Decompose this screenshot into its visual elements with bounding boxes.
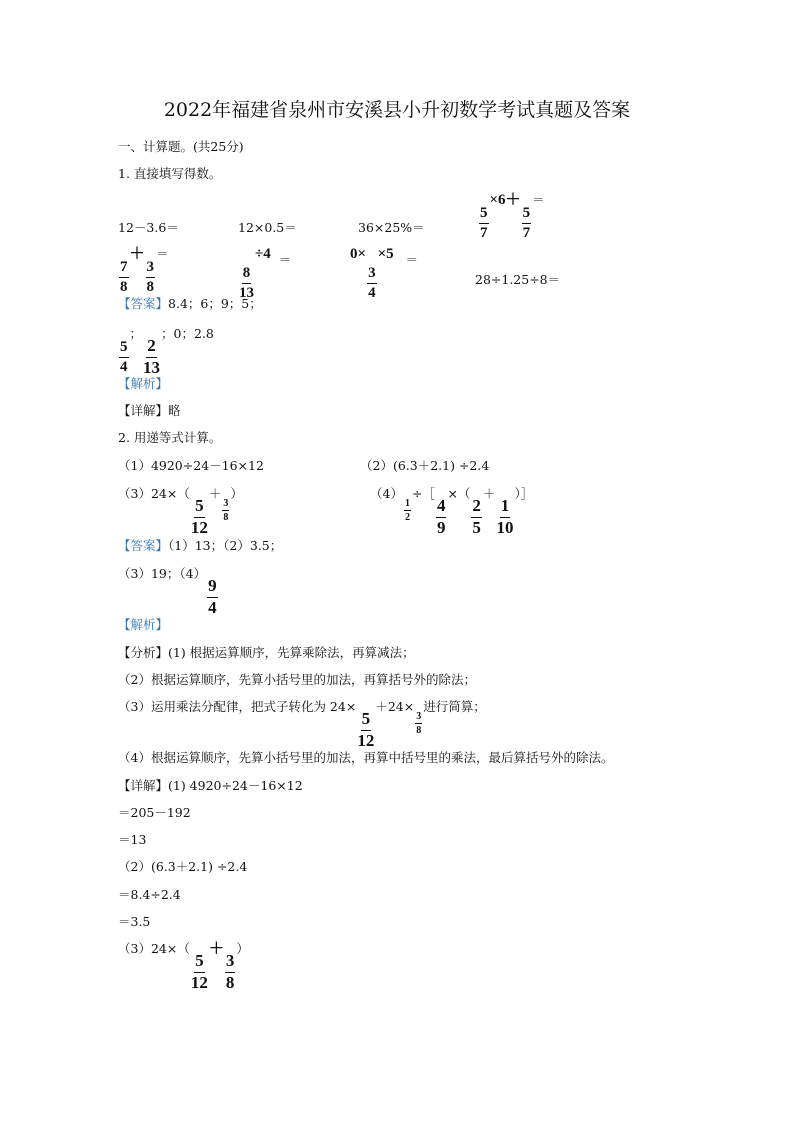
numerator: 7 [119,259,129,278]
numerator: 3 [223,498,229,509]
denominator: 8 [416,725,422,736]
answer-text: 8.4；6；9；5； [168,296,262,311]
question-2-label: 2. 用递等式计算。 [118,430,222,445]
numerator: 1 [500,497,511,518]
denominator: 2 [404,512,410,523]
analysis-label: 【解析】 [118,617,169,632]
q1-item-b: 12×0.5＝ [238,220,297,235]
q1-item-c: 36×25%＝ [358,220,425,235]
detail-line-6: ＝3.5 [118,914,151,929]
numerator: 3 [416,711,422,722]
expr-text: （3）运用乘法分配律，把式子转化为 24× [118,699,357,714]
q2-item-2: （2）(6.3＋2.1) ÷2.4 [360,458,490,473]
analysis-line-2: （2）根据运算顺序，先算小括号里的加法，再算括号外的除法； [118,672,476,687]
detail-line-7 [118,941,249,992]
analysis-label: 【解析】 [118,376,169,391]
q1-item-d [478,192,545,241]
answer-row [118,538,282,554]
denominator: 12 [190,972,208,992]
numerator: 1 [404,498,410,509]
operator: ＋ [208,941,224,957]
equals: ＝ [278,252,292,267]
section-heading: 一、计算题。(共25分) [118,139,244,154]
operator: ＋ [482,486,496,501]
analysis-line-1: 【分析】(1) 根据运算顺序，先算乘除法，再算减法； [118,645,415,660]
expr-text: ） [236,941,249,956]
numerator: 5 [479,205,489,224]
numerator: 5 [194,952,205,973]
q2-item-4 [370,486,533,537]
expr-text: （4） [370,486,403,501]
analysis-line-3 [118,699,486,750]
denominator: 12 [190,517,208,537]
numerator: 3 [146,259,156,278]
expr-text: （3）24×（ [118,941,190,956]
denominator: 9 [436,517,446,537]
numerator: 2 [146,337,157,358]
denominator: 13 [239,284,254,301]
q1-item-f [238,246,291,301]
expr-text: （3）24×（ [118,486,190,501]
answer-row-2 [118,326,214,377]
numerator: 3 [225,952,236,973]
analysis-line-4: （4）根据运算顺序，先算小括号里的加法，再算中括号里的乘法，最后算括号外的除法。 [118,750,614,765]
expr-text: ×（ [447,486,471,501]
equals: ＝ [405,252,419,267]
answer-row-2 [118,566,219,617]
page-title: 2022年福建省泉州市安溪县小升初数学考试真题及答案 [163,99,631,121]
detail-line-5: ＝8.4÷2.4 [118,887,181,902]
expr-text: 进行简算； [423,699,486,714]
numerator: 5 [361,710,372,731]
detail-line-3: ＝13 [118,832,147,847]
denominator: 12 [357,730,375,750]
denominator: 4 [368,284,376,301]
q2-item-1: （1）4920÷24－16×12 [118,458,264,473]
q2-item-3 [118,486,243,537]
answer-text: （3）19；（4） [118,566,207,581]
separator: ； [129,326,143,341]
detail-line-2: ＝205－192 [118,805,191,820]
denominator: 8 [223,512,229,523]
equals: ＝ [532,192,545,207]
answer-text: ；0；2.8 [161,326,214,341]
expr-text: ）］ [514,486,534,501]
numerator: 3 [367,265,377,284]
operator: ＋ [129,246,145,262]
numerator: 4 [436,497,447,518]
operator: 0× [350,246,367,262]
operator: ×6＋ [489,192,521,208]
detail-line-4: （2）(6.3＋2.1) ÷2.4 [118,859,248,874]
numerator: 9 [207,577,218,598]
denominator: 5 [472,517,481,537]
numerator: 2 [471,497,482,518]
numerator: 5 [119,339,129,358]
operator: ＋ [208,486,222,501]
operator: ×5 [377,246,394,262]
operator: ÷4 [255,246,271,262]
denominator: 4 [208,597,217,617]
question-1-label: 1. 直接填写得数。 [118,166,222,181]
denominator: 10 [496,517,514,537]
answer-label: 【答案】 [118,296,169,311]
denominator: 7 [522,224,531,241]
numerator: 5 [194,497,205,518]
equals: ＝ [156,246,169,261]
denominator: 13 [143,357,161,377]
numerator: 8 [242,265,252,284]
answer-label: 【答案】 [118,538,169,553]
answer-text: （1）13；（2）3.5； [168,538,283,553]
expr-text: ÷［ [411,486,435,501]
q1-item-g [350,246,418,301]
denominator: 8 [225,972,235,992]
q1-item-e [118,246,169,295]
denominator: 8 [146,278,155,295]
answer-row [118,296,262,312]
numerator: 5 [522,205,532,224]
expr-text: ） [230,486,243,501]
q1-item-a: 12－3.6＝ [118,220,179,235]
detail-line-1: 【详解】(1) 4920÷24－16×12 [118,778,303,793]
detail-text: 【详解】略 [118,403,181,418]
denominator: 8 [120,278,128,295]
q1-item-h: 28÷1.25÷8＝ [475,272,561,287]
denominator: 4 [120,358,128,375]
expr-text: ＋24× [375,699,415,714]
denominator: 7 [480,224,488,241]
